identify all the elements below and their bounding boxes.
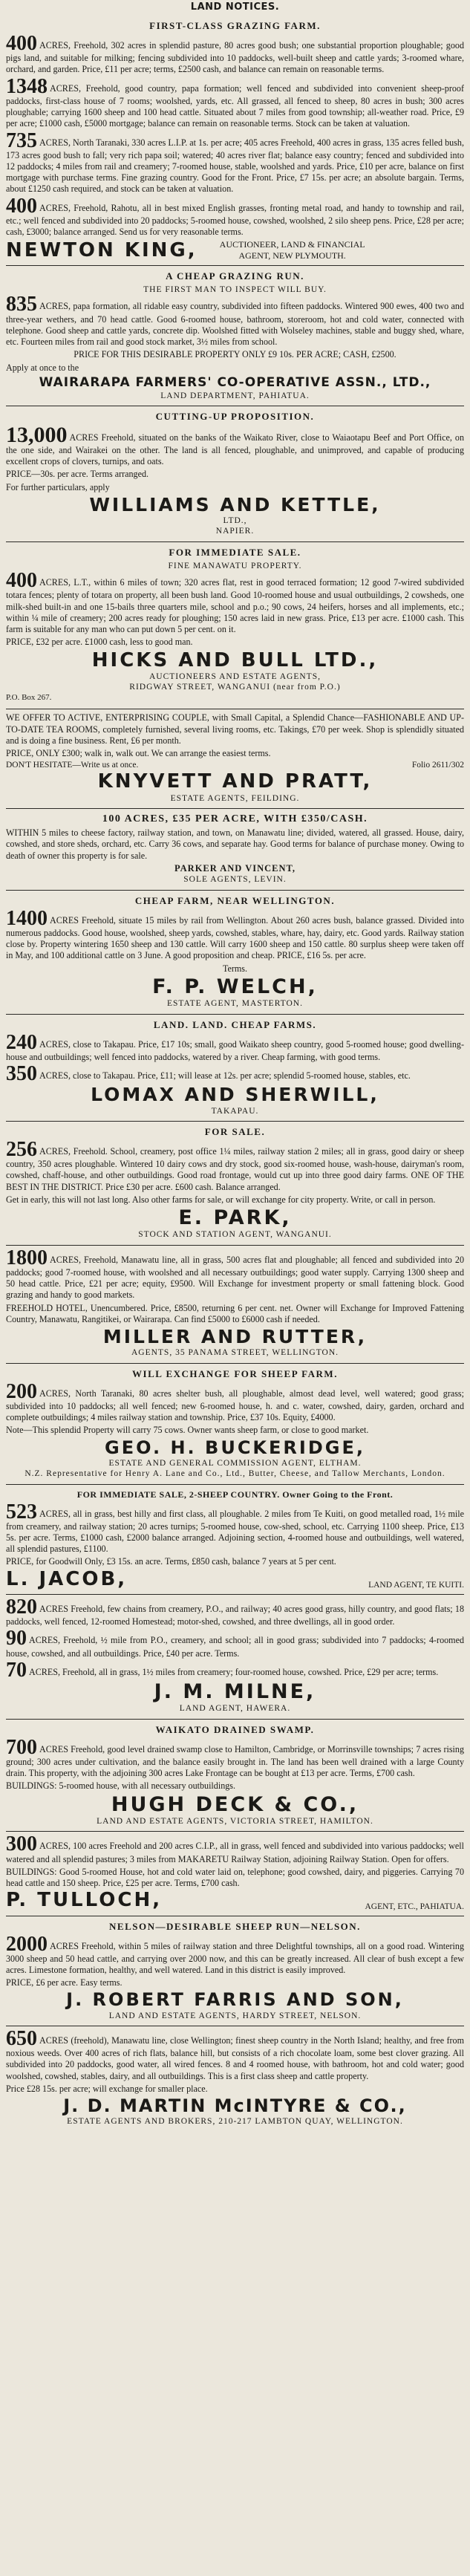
agent-address: LAND DEPARTMENT, PAHIATUA.: [160, 391, 310, 400]
ad-immediate-sale: [6, 541, 464, 709]
agent-name: HUGH DECK & CO.,: [111, 1792, 359, 1816]
ad-paragraph: 400 ACRES, Freehold, 302 acres in splendid pasture, 80 acres good bush; one substantial proportion ploughable; good pigs land, and suitable for milking; fencing subdivided into 10 paddocks, well-built sheep and cattle yards; 3-roomed whare, orchard, and garden. Price, £11 per acre; terms, £2500 cash, and balance can remain on reasonable terms.: [6, 32, 464, 75]
ad-title: CHEAP FARM, NEAR WELLINGTON.: [134, 894, 336, 906]
ad-title: FIRST-CLASS GRAZING FARM.: [149, 20, 321, 31]
ad-paragraph: FREEHOLD HOTEL, Unencumbered. Price, £8500, returning 6 per cent. net. Owner will Exchange for Improved Fattening Country, Manawatu, Rangitikei, or Wairarapa. Can find £5000 to £6000 cash if needed.: [6, 1302, 464, 1324]
ad-paragraph: 256 ACRES, Freehold. School, creamery, post office 1¼ miles, railway station 2 miles; all in grass, good dairy or sheep country, 350 acres ploughable. Wintered 10 dairy cows and dry stock, good six-roomed house, wash-house, dairyman's room, cowshed, chaff-house, and other outbuildings. Good road frontage, would cut up into three good dairy farms. ONE OF THE BEST IN THE DISTRICT. Price £30 per acre. £600 cash. Balance arranged.: [6, 1137, 464, 1192]
agent-name: P. TULLOCH,: [6, 1889, 163, 1912]
ad-price: Price £28 15s. per acre; will exchange for smaller place.: [6, 2083, 208, 2094]
ad-title: 100 ACRES, £35 PER ACRE, WITH £350/CASH.: [102, 813, 368, 825]
ad-for-sale-park: [6, 1121, 464, 1245]
ad-terms: Terms.: [222, 963, 248, 974]
ad-price: PRICE, £32 per acre. £1000 cash, less to good man.: [6, 637, 193, 648]
agent-representative: N.Z. Representative for Henry A. Lane and Co., Ltd., Butter, Cheese, and Tallow Merchants, London.: [25, 1469, 445, 1479]
agent-address: AGENT, ETC., PAHIATUA.: [365, 1902, 464, 1911]
ad-paragraph: 820 ACRES Freehold, few chains from creamery, P.O., and railway; 40 acres good grass, hilly country, and good flats; 18 paddocks, well fenced, 12-roomed Homestead; motor-shed, cowshed, and three dwellings, all in good order.: [6, 1595, 464, 1627]
page-title: LAND NOTICES.: [190, 1, 280, 13]
agent-name: GEO. H. BUCKERIDGE,: [105, 1437, 365, 1458]
ad-paragraph: 200 ACRES, North Taranaki, 80 acres shelter bush, all ploughable, almost dead level, well watered; good grass; subdivided into 10 paddocks; all well fenced; new 6-roomed house, h. and c. water, cowshed, dairy, garden, orchard and complete outbuildings; 4 miles railway station and township. Price, £37 10s. Equity, £4000.: [6, 1379, 464, 1423]
agent-name: PARKER AND VINCENT,: [174, 862, 296, 874]
ad-cheap-farm-wellington: [6, 890, 464, 1014]
agent-name: J. ROBERT FARRIS AND SON,: [66, 1989, 404, 2011]
agent-name: MILLER AND RUTTER,: [102, 1326, 368, 1348]
ad-paragraph: 700 ACRES Freehold, good level drained swamp close to Hamilton, Cambridge, or Morrinsville townships; 7 acres rising ground; 300 acres under cultivation, and the balance easily brought in. The land has been well drained with a large County drain. This property, with the adjoining 300 acres Lake Frontage can be bought at £13 per acre. Terms, £700 cash.: [6, 1735, 464, 1779]
agent-address: SOLE AGENTS, LEVIN.: [183, 875, 287, 885]
agent-address: AGENTS, 35 PANAMA STREET, WELLINGTON.: [131, 1348, 339, 1358]
ad-title: LAND. LAND. CHEAP FARMS.: [153, 1018, 317, 1030]
ad-cheap-grazing-run: [6, 265, 464, 406]
agent-signature: [6, 239, 464, 261]
ad-grazing-farm: [6, 16, 464, 265]
ad-paragraph: BUILDINGS: 5-roomed house, with all necessary outbuildings.: [6, 1780, 236, 1792]
agent-description: AUCTIONEER, LAND & FINANCIAL AGENT, NEW PLYMOUTH.: [219, 239, 365, 261]
ad-title: WILL EXCHANGE FOR SHEEP FARM.: [132, 1367, 338, 1379]
ad-subtitle: FINE MANAWATU PROPERTY.: [168, 561, 302, 570]
ad-paragraph: PRICE—30s. per acre. Terms arranged.: [6, 469, 149, 480]
ad-paragraph: 70 ACRES, Freehold, all in grass, 1½ miles from creamery; four-roomed house, cowshed. Price, £29 per acre; terms.: [6, 1658, 439, 1682]
agent-name: WAIRARAPA FARMERS' CO-OPERATIVE ASSN., LTD.,: [39, 374, 431, 390]
ad-subtitle: THE FIRST MAN TO INSPECT WILL BUY.: [143, 285, 327, 295]
ad-miller-rutter: [6, 1245, 464, 1363]
ad-price: PRICE, ONLY £300; walk in, walk out. We can arrange the easiest terms.: [6, 748, 271, 759]
ad-cheap-farms-takapau: [6, 1014, 464, 1121]
agent-name: J. M. MILNE,: [154, 1679, 316, 1703]
agent-address: ESTATE AGENTS, FEILDING.: [170, 793, 300, 803]
ad-title: NELSON—DESIRABLE SHEEP RUN—NELSON.: [109, 1920, 361, 1932]
folio-reference: Folio 2611/302: [411, 761, 464, 770]
agent-address: NAPIER.: [215, 527, 255, 536]
agent-address: LAND AND ESTATE AGENTS, HARDY STREET, NELSON.: [108, 2011, 362, 2020]
agent-signature: [6, 1567, 464, 1590]
ad-sheep-country: [6, 1484, 464, 1594]
ad-paragraph: 1400 ACRES Freehold, situate 15 miles by rail from Wellington. About 260 acres bush, balance grassed. Divided into numerous paddocks. Good house, woolshed, sheep yards, cowshed, stables, whare, hay, dairy, etc. Good yards. Railway station close by. Property wintering 1650 sheep and 130 cattle. Will carry 1600 sheep and 150 cattle. 80 surplus sheep were taken off in May, and 100 additional cattle on 3 June. A good proposition and cheap. PRICE, £16 5s. per acre.: [6, 906, 464, 961]
agent-name: WILLIAMS AND KETTLE,: [89, 493, 381, 515]
ad-paragraph: For further particulars, apply: [6, 481, 110, 492]
ad-footer-row: [6, 761, 464, 770]
agent-description: ESTATE AND GENERAL COMMISSION AGENT, ELTHAM.: [108, 1458, 362, 1468]
ad-milne: [6, 1594, 464, 1719]
ad-paragraph: 300 ACRES, 100 acres Freehold and 200 acres C.I.P., all in grass, well fenced and subdivided into various paddocks; well watered and all splendid pastures; 3 miles from MAKARETU Railway Station, adjoining Railway Station. Open for offers.: [6, 1832, 464, 1864]
agent-address: ESTATE AGENTS AND BROKERS, 210-217 LAMBTON QUAY, WELLINGTON.: [67, 2117, 403, 2127]
agent-name: LOMAX AND SHERWILL,: [91, 1084, 379, 1106]
agent-address: LAND AND ESTATE AGENTS, VICTORIA STREET, HAMILTON.: [97, 1816, 373, 1826]
ad-paragraph: BUILDINGS: Good 5-roomed House, hot and cold water laid on, telephone; good cowshed, dairy, and piggeries. Carrying 70 head cattle and 150 sheep. Price, £25 per acre. Terms, £700 cash.: [6, 1866, 464, 1888]
ad-tulloch: [6, 1831, 464, 1915]
agent-address: STOCK AND STATION AGENT, WANGANUI.: [138, 1230, 332, 1240]
ad-mcintyre: [6, 2026, 464, 2132]
ad-price: PRICE, £6 per acre. Easy terms.: [6, 1977, 123, 1988]
agent-description: AUCTIONEERS AND ESTATE AGENTS,: [149, 671, 321, 681]
ad-call-to-action: DON'T HESITATE—Write us at once.: [6, 761, 139, 770]
ad-exchange-sheep-farm: [6, 1363, 464, 1484]
ad-paragraph: 240 ACRES, close to Takapau. Price, £17 10s; small, good Waikato sheep country, good 5-roomed house; good dwelling-house and outbuildings; well fenced into paddocks, watered by a river. Cheap farming, with good terms.: [6, 1030, 464, 1062]
agent-address: LAND AGENT, TE KUITI.: [368, 1580, 464, 1590]
agent-suffix: LTD.,: [223, 516, 247, 526]
agent-name: L. JACOB,: [6, 1567, 128, 1590]
agent-address: RIDGWAY STREET, WANGANUI (near from P.O.): [129, 683, 341, 692]
ad-paragraph: 650 ACRES (freehold), Manawatu line, close Wellington; finest sheep country in the North Island; healthy, and free from noxious weeds. Over 400 acres of rich flats, balance hill, but consists of a rich chocolate loam, some best clover grazing. All subdivided into 20 paddocks, good water, all wired fences. 8 and 4 roomed house, with bathroom, hot and cold water; good woolshed, cowshed, stables, dairy, and all outbuildings. This is a first class sheep and cattle property.: [6, 2026, 464, 2081]
ad-paragraph: 13,000 ACRES Freehold, situated on the banks of the Waikato River, close to Waiaotapu Beef and Port Office, on the one side, and Wairakei on the other. The land is all fenced, ploughable, and unimproved, and capable of producing excellent crops of clovers, turnips, and oats.: [6, 422, 464, 467]
agent-name: J. D. MARTIN McINTYRE & CO.,: [63, 2095, 407, 2117]
ad-paragraph: Get in early, this will not last long. Also other farms for sale, or will exchange for city property. Write, or call in person.: [6, 1194, 436, 1205]
ad-paragraph: PRICE, for Goodwill Only, £3 15s. an acre. Terms, £850 cash, balance 7 years at 5 per cent.: [6, 1556, 336, 1567]
ad-title: FOR IMMEDIATE SALE.: [169, 546, 301, 558]
ad-tea-rooms: [6, 709, 464, 808]
ad-paragraph: 2000 ACRES Freehold, within 5 miles of railway station and three Delightful townships, all on a good road. Wintering 3000 sheep and 50 head cattle, and carrying over 2000 now, and this can be greatly increased. All clear of bush except a few acres. Limestone formation, healthy, and well watered. Land in this district is easily improved.: [6, 1932, 464, 1975]
agent-address: ESTATE AGENT, MASTERTON.: [167, 999, 303, 1009]
ad-100-acres: [6, 808, 464, 890]
ad-title: FOR SALE.: [204, 1125, 266, 1137]
ad-paragraph: 1348 ACRES, Freehold, good country, papa formation; well fenced and subdivided into convenient sheep-proof paddocks, first-class house of 7 rooms; woolshed, yards, etc. All grassed, all fenced to sheep, 80 acres in bush; 300 acres ploughable; carrying 1600 sheep and 100 head cattle. Situated about 7 miles from good township; all-weather road. Price, £9 per acre; £1000 cash, £5000 mortgage; balance can remain on reasonable terms. Stock can be taken at valuation.: [6, 74, 464, 129]
ad-cutting-up: [6, 406, 464, 541]
ad-paragraph: 90 ACRES, Freehold, ½ mile from P.O., creamery, and school; all in good grass; subdivided into 7 paddocks; 4-roomed house, cowshed, and all outbuildings. Price, £40 per acre. Terms.: [6, 1627, 464, 1659]
ad-waikato-swamp: [6, 1719, 464, 1832]
ad-title: CUTTING-UP PROPOSITION.: [155, 410, 315, 422]
agent-address: LAND AGENT, HAWERA.: [179, 1704, 291, 1714]
agent-name: HICKS AND BULL LTD.,: [91, 648, 379, 671]
ad-paragraph: 400 ACRES, L.T., within 6 miles of town; 320 acres flat, rest in good terraced formation; 12 good 7-wired subdivided totara fences; plenty of totara on property, all been bush land. Good 10-roomed house and usual outbuildings, 2 cowsheds, one milk-shed built-in and one 15-bails three quarters mile, school and p.o.; 90 cows, 24 heifers, horses and all implements, etc.; within ¼ mile of creamery; 200 acres ready for ploughing; 150 acres laid in new grass. Price, £13 per acre. £1000 cash. This farm is suitable for any man who can put down 5 per cent. on it.: [6, 569, 464, 635]
ad-apply: Apply at once to the: [6, 362, 79, 373]
agent-name: NEWTON KING,: [6, 238, 198, 261]
ad-paragraph: 400 ACRES, Freehold, Rahotu, all in best mixed English grasses, fronting metal road, and handy to township and rail, etc.; well fenced and subdivided into 20 paddocks; 5-roomed house, cowshed, woolshed, 2 silo sheep pens. Price, £28 per acre; cash, £3000; balance arranged. Send us for very reasonable terms.: [6, 194, 464, 238]
agent-name: E. PARK,: [178, 1206, 292, 1229]
ad-paragraph: WE OFFER TO ACTIVE, ENTERPRISING COUPLE, with Small Capital, a Splendid Chance—FASHIONABLE AND UP-TO-DATE TEA ROOMS, completely furnished, several living rooms, etc. Takings, £70 per week. Shop is splendidly situated and is doing a fine business. Rent, £6 per month.: [6, 712, 464, 746]
agent-name: KNYVETT AND PRATT,: [97, 770, 373, 793]
ad-title: A CHEAP GRAZING RUN.: [166, 270, 304, 282]
agent-name: F. P. WELCH,: [152, 975, 318, 998]
ad-paragraph: 835 ACRES, papa formation, all ridable easy country, subdivided into fifteen paddocks. Wintered 900 ewes, 400 two and three-year wethers, and 70 head cattle. Good 6-roomed house, bathroom, storeroom, hot and cold water, connected with telephone. Good sheep and cattle yards, concrete dip. Woolshed fitted with Wolseley machines, stable and buggy shed, whare, etc. Fourteen miles from rail and good stock market, 3½ miles from school.: [6, 293, 464, 348]
ad-paragraph: Note—This splendid Property will carry 75 cows. Owner wants sheep farm, or close to good market.: [6, 1425, 369, 1436]
ad-paragraph: 735 ACRES, North Taranaki, 330 acres L.I.P. at 1s. per acre; 405 acres Freehold, 400 acres in grass, 135 acres felled bush, 173 acres good bush to fall; very rich papa soil; watered; 40 acres river flat; balance easy country; fenced and subdivided into 12 paddocks; 4 miles from rail and creamery; 7-roomed house, stable, woolshed and yards. Price, £10 per acre, balance on first mortgage with purchase terms. Fine grazing country. Good for the Front. Price, £7 15s. per acre; an absolute bargain. Terms, about £1250 cash required, and stock can be taken at valuation.: [6, 129, 464, 195]
ad-paragraph: 350 ACRES, close to Takapau. Price, £11; will lease at 12s. per acre; splendid 5-roomed house, stables, etc.: [6, 1062, 411, 1086]
newspaper-column: [6, 1, 464, 2572]
ad-nelson-sheep-run: [6, 1916, 464, 2026]
ad-paragraph: 1800 ACRES, Freehold, Manawatu line, all in grass, 500 acres flat and ploughable; all fenced and subdivided into 20 paddocks; good 7-roomed house, with woolshed and all necessary outbuildings; good water supply. Carrying 1300 sheep and 50 head cattle. Price, £21 per acre; equity, £9500. Will Exchange for investment property or small fattening block. Good grazing and handy to good markets.: [6, 1246, 464, 1301]
ad-price: PRICE FOR THIS DESIRABLE PROPERTY ONLY £9 10s. PER ACRE; CASH, £2500.: [74, 349, 396, 360]
agent-signature: [6, 1890, 464, 1910]
ad-title: FOR IMMEDIATE SALE, 2-SHEEP COUNTRY. Owner Going to the Front.: [76, 1489, 394, 1500]
ad-paragraph: WITHIN 5 miles to cheese factory, railway station, and town, on Manawatu line; divided, watered, all grassed. House, dairy, cowshed, and store sheds, orchard, etc. Carry 36 cows, and separate hay. Good terms for balance of purchase money. Owing to death of owner this property is for sale.: [6, 827, 464, 861]
ad-title: WAIKATO DRAINED SWAMP.: [155, 1723, 315, 1735]
ad-paragraph: 523 ACRES, all in grass, best hilly and first class, all ploughable. 2 miles from Te Kuiti, on good metalled road, 1½ mile from creamery, and railway station; 20 acres turnips; 5-roomed house, cow-shed, school, etc. Carrying 1100 sheep. Price, £13 5s. per acre. Terms, £1000 cash, £2000 balance arranged. Adjoining section, 4-roomed house and outbuildings, well watered, all splendid pastures, £1100.: [6, 1500, 464, 1555]
po-box: P.O. Box 267.: [6, 692, 52, 702]
agent-address: TAKAPAU.: [211, 1106, 259, 1116]
